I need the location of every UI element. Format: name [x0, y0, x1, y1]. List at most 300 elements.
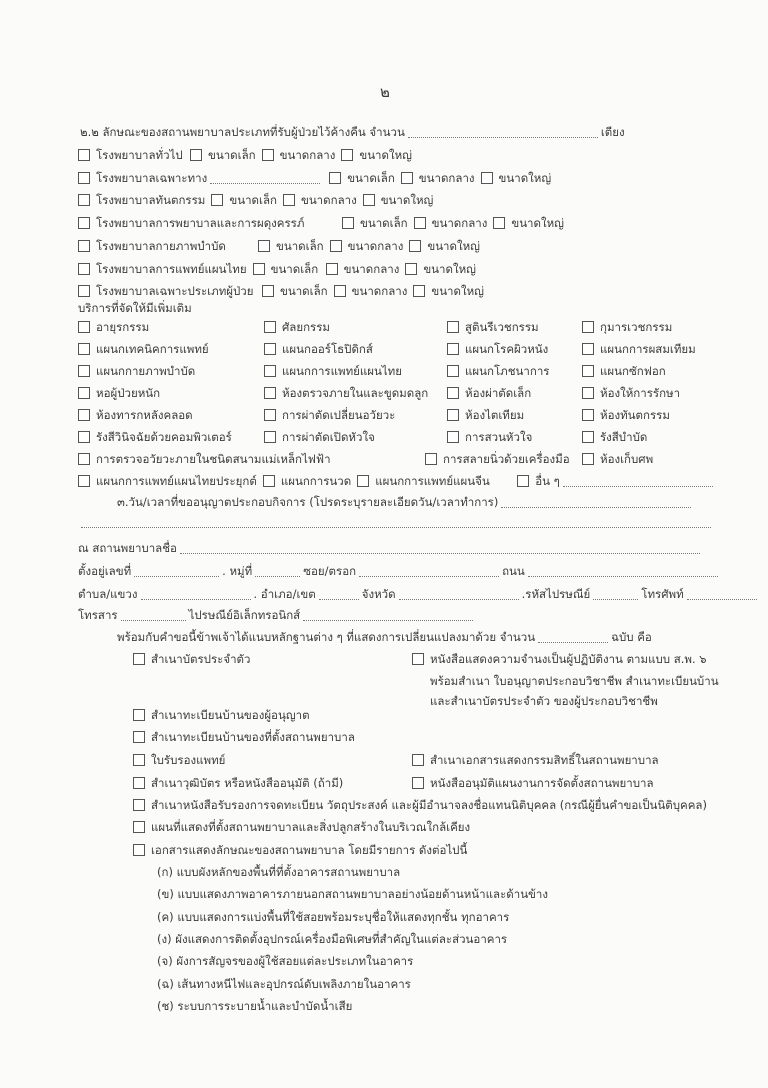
attachment-option: [133, 752, 406, 768]
size-option: [283, 192, 357, 208]
service-checkbox[interactable]: [264, 387, 276, 399]
service-label: แผนกซักฟอก: [600, 364, 666, 378]
service-option: [264, 429, 441, 445]
attachment-count-field[interactable]: [538, 631, 608, 643]
hours-field-2[interactable]: [81, 516, 711, 528]
attachment-option: [133, 775, 406, 791]
service-option: [447, 429, 576, 445]
service-checkbox[interactable]: [78, 409, 90, 421]
service-checkbox[interactable]: [78, 453, 90, 465]
service-option: [447, 341, 576, 357]
attachment-option: [412, 775, 654, 791]
service-label: หอผู้ป่วยหนัก: [96, 386, 161, 400]
size-label: ขนาดเล็ก: [276, 238, 324, 253]
service-checkbox[interactable]: [78, 475, 90, 487]
attachment-row: [133, 752, 659, 768]
service-label: การผ่าตัดเปิดหัวใจ: [282, 430, 375, 444]
services-heading-line: [78, 300, 192, 316]
service-checkbox[interactable]: [78, 365, 90, 377]
checkbox[interactable]: [133, 777, 145, 789]
size-option: [330, 238, 404, 254]
field-label: สำเนาหนังสือรับรองการจดทะเบียน วัตถุประสงค์ และผู้มีอำนาจลงชื่อแทนนิติบุคคล (กรณีผู้ยื่นคำขอเป็นนิติบุคคล): [151, 798, 707, 812]
service-label: การสลายนิ่วด้วยเครื่องมือ: [443, 452, 570, 466]
services-heading: บริการที่จัดให้มีเพิ่มเติม: [78, 301, 192, 315]
size-label: ขนาดใหญ่: [427, 238, 480, 253]
checkbox[interactable]: [412, 653, 424, 665]
service-option: [264, 385, 441, 401]
hospital-type-checkbox[interactable]: [78, 172, 90, 184]
hospital-type-option: [78, 147, 184, 163]
size-label: ขนาดกลาง: [418, 170, 475, 185]
service-option: [582, 341, 696, 357]
form-group: [157, 931, 507, 947]
service-label: ห้องไตเทียม: [465, 408, 525, 422]
sub-item: [157, 953, 413, 969]
form-group: [157, 864, 400, 880]
size-checkbox[interactable]: [326, 263, 338, 275]
attachment-line: [117, 629, 652, 645]
service-label: รังสีวินิจฉัยด้วยคอมพิวเตอร์: [96, 430, 232, 444]
service-label: แผนกการแพทย์แผนไทยประยุกต์: [96, 474, 257, 488]
service-label: กุมารเวชกรรม: [600, 320, 673, 334]
size-label: ขนาดใหญ่: [511, 216, 564, 231]
location-line: [78, 586, 760, 602]
field-label: จังหวัด: [361, 587, 396, 601]
service-label: การผ่าตัดเปลี่ยนอวัยวะ: [282, 408, 396, 422]
province-field[interactable]: [399, 588, 519, 600]
size-checkbox[interactable]: [262, 285, 274, 297]
road-field[interactable]: [528, 565, 718, 577]
service-checkbox[interactable]: [78, 343, 90, 355]
service-label: การสวนหัวใจ: [465, 430, 533, 444]
page-number: ๒: [380, 83, 390, 101]
sub-item: [157, 976, 411, 992]
sub-item: [157, 886, 548, 902]
field-label: สำเนาเอกสารแสดงกรรมสิทธิ์ในสถานพยาบาล: [430, 753, 659, 767]
size-label: ขนาดใหญ่: [359, 148, 412, 162]
service-option: [447, 407, 576, 423]
service-checkbox[interactable]: [582, 431, 594, 443]
size-checkbox[interactable]: [342, 217, 354, 229]
sub-item: [157, 931, 507, 947]
service-option: [425, 451, 576, 467]
service-row: [78, 385, 680, 401]
size-label: ขนาดเล็ก: [347, 170, 395, 185]
service-label: แผนกเทคนิคการแพทย์: [96, 342, 209, 356]
form-group: [78, 516, 714, 528]
subdistrict-field[interactable]: [141, 588, 251, 600]
service-option: [264, 407, 441, 423]
size-checkbox[interactable]: [413, 285, 425, 297]
hospital-type-option: [78, 261, 247, 277]
service-checkbox[interactable]: [78, 321, 90, 333]
size-checkbox[interactable]: [329, 172, 341, 184]
form-group: [117, 494, 694, 510]
hospital-type-row: [78, 283, 484, 299]
field-label: ไปรษณีย์อิเล็กทรอนิกส์: [188, 608, 301, 622]
service-checkbox[interactable]: [582, 321, 594, 333]
size-label: ขนาดเล็ก: [360, 216, 408, 231]
service-option: [582, 451, 653, 467]
district-field[interactable]: [319, 588, 359, 600]
field-label: ตั้งอยู่เลขที่: [78, 564, 132, 578]
size-checkbox[interactable]: [481, 172, 493, 184]
hospital-type-label: โรงพยาบาลการพยาบาลและการผดุงครรภ์: [96, 216, 305, 231]
form-group: [430, 673, 719, 689]
address-no-field[interactable]: [134, 565, 219, 577]
size-checkbox[interactable]: [414, 217, 426, 229]
attachment-option: [133, 797, 707, 813]
service-row: [78, 363, 666, 379]
sub-item: [157, 864, 400, 880]
service-checkbox[interactable]: [582, 453, 594, 465]
size-option: [414, 215, 488, 231]
field-label: . หมู่ที่: [222, 564, 253, 578]
size-option: [405, 261, 476, 277]
service-label: แผนกการนวด: [280, 474, 352, 488]
service-option: [357, 473, 511, 489]
field-label: สำเนาวุฒิบัตร หรือหนังสืออนุมัติ (ถ้ามี): [151, 776, 344, 790]
size-checkbox[interactable]: [258, 240, 270, 252]
form-group: [78, 607, 476, 623]
sub-item-label: (จ) ผังการสัญจรของผู้ใช้สอยแต่ละประเภทในอาคาร: [157, 954, 414, 969]
hospital-type-row: [78, 147, 412, 163]
hospital-type-option: [78, 170, 323, 186]
service-checkbox[interactable]: [357, 475, 369, 487]
sub-item-label: (ค) แบบแสดงการแบ่งพื้นที่ใช้สอยพร้อมระบุชื่อให้แสดงทุกชั้น ทุกอาคาร: [157, 909, 510, 924]
size-option: [190, 147, 256, 163]
size-label: ขนาดใหญ่: [423, 261, 476, 276]
service-checkbox[interactable]: [264, 409, 276, 421]
field-label: สำเนาทะเบียนบ้านของที่ตั้งสถานพยาบาล: [151, 730, 355, 744]
form-group: [157, 909, 509, 925]
service-option: [264, 319, 441, 335]
contact-line: [78, 607, 476, 623]
service-label: แผนกการแพทย์แผนจีน: [375, 474, 490, 488]
service-option: [78, 407, 258, 423]
hospital-type-label: โรงพยาบาลการแพทย์แผนไทย: [96, 261, 247, 276]
hospital-type-row: [78, 261, 476, 277]
service-row: [78, 407, 670, 423]
size-checkbox[interactable]: [341, 149, 353, 161]
size-label: ขนาดเล็ก: [229, 193, 277, 208]
hospital-type-label: โรงพยาบาลกายภาพบำบัด: [96, 238, 226, 253]
size-checkbox[interactable]: [283, 194, 295, 206]
service-checkbox[interactable]: [582, 343, 594, 355]
service-checkbox[interactable]: [447, 431, 459, 443]
size-checkbox[interactable]: [330, 240, 342, 252]
service-checkbox[interactable]: [263, 475, 275, 487]
checkbox[interactable]: [133, 653, 145, 665]
service-option: [78, 451, 419, 467]
bed-count-field[interactable]: [408, 126, 598, 138]
hospital-type-checkbox[interactable]: [78, 217, 90, 229]
size-checkbox[interactable]: [190, 149, 202, 161]
service-label: แผนกออร์โธปิดิกส์: [282, 342, 373, 356]
service-checkbox[interactable]: [447, 409, 459, 421]
hospital-name-field[interactable]: [180, 542, 700, 554]
sub-item-label: (ง) ผังแสดงการติดตั้งอุปกรณ์เครื่องมือพิเศษที่สำคัญในแต่ละส่วนอาคาร: [157, 931, 508, 946]
size-label: ขนาดกลาง: [431, 216, 488, 231]
size-label: ขนาดกลาง: [351, 284, 408, 299]
attachment-text: [430, 673, 719, 689]
attachment-option: [412, 752, 659, 768]
bed-unit: เตียง: [600, 125, 625, 139]
hospital-type-label: โรงพยาบาลทันตกรรม: [96, 193, 206, 208]
size-label: ขนาดใหญ่: [380, 193, 434, 208]
service-row: [78, 429, 647, 445]
checkbox[interactable]: [412, 777, 424, 789]
size-label: ขนาดกลาง: [347, 238, 404, 253]
field-label: หนังสืออนุมัติแผนงานการจัดตั้งสถานพยาบาล: [430, 776, 654, 790]
form-group: [157, 886, 548, 902]
form-group: [80, 124, 625, 140]
hospital-type-row: [78, 170, 551, 186]
service-option: [582, 429, 647, 445]
hospital-type-row: [78, 238, 480, 254]
service-checkbox[interactable]: [264, 321, 276, 333]
service-checkbox[interactable]: [582, 365, 594, 377]
service-label: การตรวจอวัยวะภายในชนิดสนามแม่เหล็กไฟฟ้า: [96, 452, 331, 466]
service-label: แผนกโรคผิวหนัง: [465, 342, 549, 356]
hospital-name-label: ณ สถานพยาบาลชื่อ: [78, 541, 177, 555]
sub-item: [157, 998, 352, 1014]
hospital-type-row: [78, 215, 564, 231]
hospital-type-checkbox[interactable]: [78, 194, 90, 206]
size-label: ขนาดใหญ่: [498, 170, 552, 185]
attachment-row: [133, 797, 707, 813]
size-option: [326, 261, 400, 277]
field-label: พร้อมสำเนา ใบอนุญาตประกอบวิชาชีพ สำเนาทะเบียนบ้าน: [430, 674, 719, 688]
attachment-option: [133, 651, 406, 667]
form-group: [430, 693, 658, 709]
service-label: อายุรกรรม: [96, 320, 150, 334]
attachment-option: [412, 651, 707, 667]
form-group: [117, 629, 652, 645]
service-label: แผนกโภชนาการ: [465, 364, 550, 378]
checkbox[interactable]: [133, 821, 145, 833]
form-group: [78, 540, 703, 556]
size-option: [334, 283, 408, 299]
size-option: [262, 283, 328, 299]
email-field[interactable]: [303, 609, 473, 621]
service-checkbox[interactable]: [447, 321, 459, 333]
other-service-field[interactable]: [563, 475, 713, 487]
hospital-type-option: [78, 215, 336, 231]
service-row: [78, 341, 696, 357]
checkbox[interactable]: [133, 754, 145, 766]
field-label: และสำเนาบัตรประจำตัว ของผู้ประกอบวิชาชีพ: [430, 694, 658, 708]
hours-field[interactable]: [501, 496, 691, 508]
service-checkbox[interactable]: [425, 453, 437, 465]
address-line: [78, 563, 721, 579]
size-checkbox[interactable]: [405, 263, 417, 275]
field-label: พร้อมกับคำขอนี้ข้าพเจ้าได้แนบหลักฐานต่าง ๆ ที่แสดงการเปลี่ยนแปลงมาด้วย จำนวน: [117, 630, 536, 644]
sub-item-label: (ช) ระบบการระบายน้ำและบำบัดน้ำเสีย: [157, 998, 353, 1013]
size-option: [329, 170, 395, 186]
service-option: [78, 363, 258, 379]
fax-field[interactable]: [121, 609, 186, 621]
size-option: [262, 147, 336, 163]
field-label: . อำเภอ/เขต: [253, 587, 316, 601]
attachment-text: [430, 693, 658, 709]
attachment-row: [133, 651, 707, 667]
service-label: ห้องทารกหลังคลอด: [96, 408, 193, 422]
size-option: [413, 283, 484, 299]
specialty-field[interactable]: [210, 172, 320, 184]
hospital-type-checkbox[interactable]: [78, 285, 90, 297]
service-label: ห้องผ่าตัดเล็ก: [465, 386, 532, 400]
service-option: [582, 385, 680, 401]
service-label: ห้องเก็บศพ: [600, 452, 654, 466]
field-label: หนังสือแสดงความจำนงเป็นผู้ปฏิบัติงาน ตามแบบ ส.พ. ๖: [430, 652, 707, 666]
size-label: ขนาดกลาง: [300, 193, 357, 208]
field-label: ถนน: [502, 564, 525, 578]
service-option: [264, 341, 441, 357]
attachment-option: [133, 842, 467, 858]
hours-line-2: [78, 516, 714, 528]
attachment-row: [133, 775, 654, 791]
service-option: [78, 385, 258, 401]
service-option: [78, 341, 258, 357]
service-option: [447, 319, 576, 335]
field-label: ใบรับรองแพทย์: [151, 753, 226, 767]
service-row: [78, 473, 716, 489]
size-option: [211, 192, 277, 208]
size-checkbox[interactable]: [409, 240, 421, 252]
service-checkbox[interactable]: [78, 387, 90, 399]
service-option: [263, 473, 351, 489]
section-3-heading: ๓.วัน/เวลาที่ขออนุญาตประกอบกิจการ (โปรดระบุรายละเอียดวัน/เวลาทำการ): [117, 495, 499, 509]
size-checkbox[interactable]: [401, 172, 413, 184]
field-label: ซอย/ตรอก: [303, 564, 357, 578]
size-checkbox[interactable]: [262, 149, 274, 161]
size-option: [363, 192, 434, 208]
field-label: .รหัสไปรษณีย์: [521, 587, 591, 601]
size-label: ขนาดกลาง: [343, 261, 400, 276]
hours-line: [117, 494, 694, 510]
service-option: [582, 407, 670, 423]
hospital-type-label: โรงพยาบาลทั่วไป: [96, 148, 183, 162]
form-group: [157, 953, 413, 969]
service-label: รังสีบำบัด: [600, 430, 648, 444]
size-label: ขนาดกลาง: [279, 148, 336, 162]
size-label: ขนาดใหญ่: [431, 284, 484, 299]
soi-field[interactable]: [359, 565, 499, 577]
service-option: [78, 429, 258, 445]
hospital-type-checkbox[interactable]: [78, 149, 90, 161]
attachment-row: [133, 707, 310, 723]
service-label: สูตินรีเวชกรรม: [465, 320, 539, 334]
size-option: [409, 238, 480, 254]
attachment-row: [133, 729, 355, 745]
form-group: [157, 976, 411, 992]
size-option: [341, 147, 412, 163]
service-checkbox[interactable]: [582, 387, 594, 399]
service-option: [447, 363, 576, 379]
service-row: [78, 451, 653, 467]
size-checkbox[interactable]: [211, 194, 223, 206]
size-checkbox[interactable]: [253, 263, 265, 275]
service-option: [78, 319, 258, 335]
size-option: [258, 238, 324, 254]
size-label: ขนาดเล็ก: [280, 284, 328, 299]
checkbox[interactable]: [412, 754, 424, 766]
service-checkbox[interactable]: [582, 409, 594, 421]
checkbox[interactable]: [133, 799, 145, 811]
service-checkbox[interactable]: [264, 343, 276, 355]
size-label: ขนาดเล็ก: [208, 148, 256, 162]
field-label: โทรศัพท์: [641, 587, 684, 601]
service-label: อื่น ๆ: [535, 474, 560, 488]
service-checkbox[interactable]: [447, 387, 459, 399]
field-label: ตำบล/แขวง: [78, 587, 138, 601]
size-checkbox[interactable]: [334, 285, 346, 297]
service-checkbox[interactable]: [264, 431, 276, 443]
hospital-type-checkbox[interactable]: [78, 240, 90, 252]
size-label: ขนาดเล็ก: [270, 261, 319, 276]
service-label: แผนกการแพทย์แผนไทย: [282, 364, 402, 378]
service-checkbox[interactable]: [78, 431, 90, 443]
form-group: [78, 300, 192, 316]
size-checkbox[interactable]: [363, 194, 375, 206]
attachment-row: [133, 819, 470, 835]
form-group: [157, 998, 352, 1014]
field-label: สำเนาทะเบียนบ้านของผู้อนุญาต: [151, 708, 310, 722]
checkbox[interactable]: [133, 844, 145, 856]
service-checkbox[interactable]: [517, 475, 529, 487]
hospital-type-option: [78, 283, 256, 299]
hospital-type-checkbox[interactable]: [78, 263, 90, 275]
attachment-option: [133, 707, 310, 723]
attachment-option: [133, 819, 470, 835]
attachment-option: [133, 729, 355, 745]
hospital-type-option: [78, 192, 205, 208]
field-label: แผนที่แสดงที่ตั้งสถานพยาบาลและสิ่งปลูกสร้างในบริเวณใกล้เคียง: [151, 820, 471, 834]
hospital-name-line: [78, 540, 703, 556]
field-label: ฉบับ คือ: [611, 630, 652, 644]
attachment-row: [133, 842, 467, 858]
checkbox[interactable]: [133, 709, 145, 721]
service-label: ห้องให้การรักษา: [600, 386, 681, 400]
size-checkbox[interactable]: [493, 217, 505, 229]
service-label: ศัลยกรรม: [282, 320, 330, 334]
service-option: [264, 363, 441, 379]
sub-item-label: (ฉ) เส้นทางหนีไฟและอุปกรณ์ดับเพลิงภายในอาคาร: [157, 976, 411, 991]
postal-field[interactable]: [593, 588, 638, 600]
service-option: [582, 363, 666, 379]
service-row: [78, 319, 672, 335]
section-2-2-heading: ๒.๒ ลักษณะของสถานพยาบาลประเภทที่รับผู้ป่วยไว้ค้างคืน จำนวน: [80, 125, 405, 139]
service-checkbox[interactable]: [264, 365, 276, 377]
moo-field[interactable]: [255, 565, 300, 577]
sub-item-label: (ก) แบบผังหลักของพื้นที่ที่ตั้งอาคารสถานพยาบาล: [157, 865, 401, 879]
service-label: ห้องตรวจภายในและขูดมดลูก: [282, 386, 429, 400]
service-checkbox[interactable]: [447, 365, 459, 377]
field-label: เอกสารแสดงลักษณะของสถานพยาบาล โดยมีรายการ ดังต่อไปนี้: [151, 843, 468, 857]
field-label: สำเนาบัตรประจำตัว: [151, 652, 251, 666]
hospital-type-option: [78, 238, 252, 254]
size-option: [253, 261, 320, 277]
checkbox[interactable]: [133, 731, 145, 743]
sub-item-label: (ข) แบบแสดงภาพอาคารภายนอกสถานพยาบาลอย่างน้อยด้านหน้าและด้านข้าง: [157, 887, 548, 902]
size-option: [342, 215, 408, 231]
phone-field[interactable]: [687, 588, 757, 600]
form-group: [78, 563, 721, 579]
size-option: [481, 170, 552, 186]
sub-item: [157, 909, 509, 925]
service-checkbox[interactable]: [447, 343, 459, 355]
